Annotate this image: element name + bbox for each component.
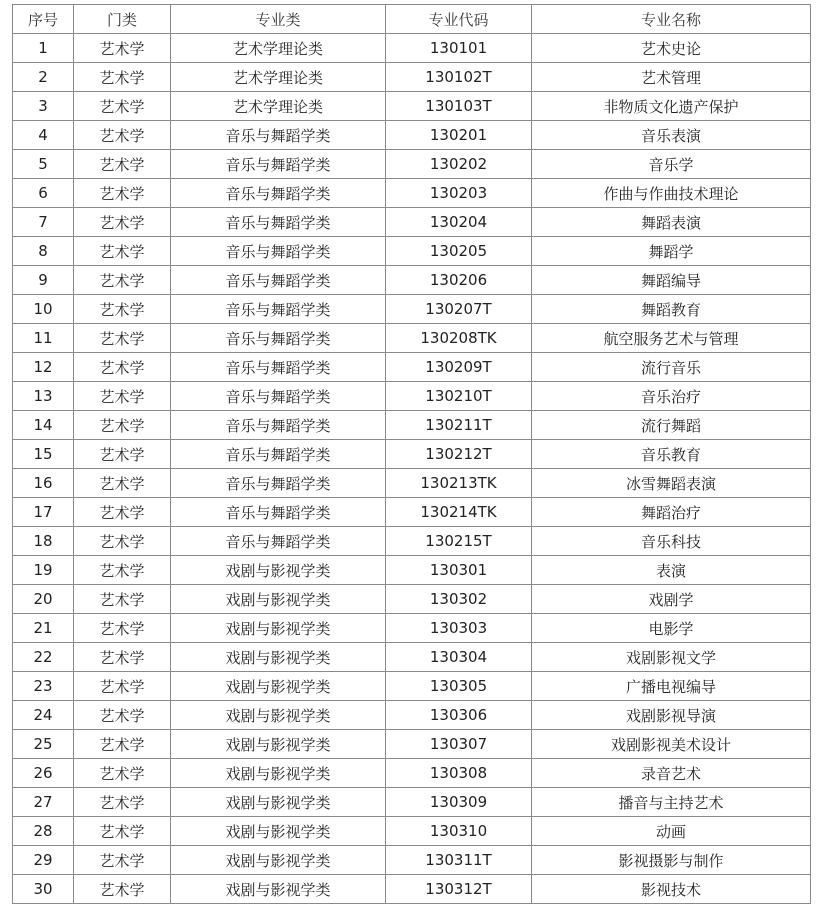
cell-major-code: 130311T [386,846,532,875]
cell-index: 27 [13,788,74,817]
table-container [12,4,811,904]
table-row [13,266,811,295]
cell-discipline: 艺术学 [74,295,171,324]
cell-discipline: 艺术学 [74,440,171,469]
cell-index: 21 [13,614,74,643]
cell-discipline: 艺术学 [74,875,171,904]
cell-major-class: 音乐与舞蹈学类 [171,469,386,498]
table-row [13,63,811,92]
cell-major-code: 130103T [386,92,532,121]
cell-major-name: 艺术管理 [532,63,811,92]
table-row [13,440,811,469]
cell-discipline: 艺术学 [74,527,171,556]
cell-index: 12 [13,353,74,382]
cell-major-code: 130304 [386,643,532,672]
cell-discipline: 艺术学 [74,208,171,237]
cell-major-name: 舞蹈治疗 [532,498,811,527]
cell-discipline: 艺术学 [74,701,171,730]
cell-major-code: 130202 [386,150,532,179]
cell-major-name: 音乐学 [532,150,811,179]
cell-index: 6 [13,179,74,208]
cell-major-class: 音乐与舞蹈学类 [171,527,386,556]
cell-major-class: 音乐与舞蹈学类 [171,382,386,411]
cell-discipline: 艺术学 [74,556,171,585]
table-row [13,759,811,788]
table-row [13,92,811,121]
cell-major-class: 音乐与舞蹈学类 [171,266,386,295]
header-major-class: 专业类 [171,5,386,34]
cell-major-class: 戏剧与影视学类 [171,556,386,585]
cell-discipline: 艺术学 [74,382,171,411]
cell-major-class: 戏剧与影视学类 [171,672,386,701]
cell-major-class: 艺术学理论类 [171,34,386,63]
cell-discipline: 艺术学 [74,788,171,817]
header-major-name: 专业名称 [532,5,811,34]
cell-discipline: 艺术学 [74,672,171,701]
cell-major-name: 戏剧影视美术设计 [532,730,811,759]
cell-index: 22 [13,643,74,672]
cell-index: 23 [13,672,74,701]
cell-index: 25 [13,730,74,759]
cell-major-class: 音乐与舞蹈学类 [171,179,386,208]
cell-major-class: 音乐与舞蹈学类 [171,353,386,382]
cell-index: 7 [13,208,74,237]
table-row [13,382,811,411]
table-row [13,469,811,498]
cell-major-name: 影视摄影与制作 [532,846,811,875]
cell-major-code: 130211T [386,411,532,440]
table-row [13,527,811,556]
cell-major-code: 130210T [386,382,532,411]
cell-major-class: 戏剧与影视学类 [171,759,386,788]
cell-discipline: 艺术学 [74,411,171,440]
cell-major-code: 130214TK [386,498,532,527]
cell-discipline: 艺术学 [74,266,171,295]
cell-major-code: 130212T [386,440,532,469]
cell-discipline: 艺术学 [74,324,171,353]
cell-discipline: 艺术学 [74,643,171,672]
cell-major-name: 戏剧影视导演 [532,701,811,730]
table-row [13,208,811,237]
cell-major-name: 音乐表演 [532,121,811,150]
cell-discipline: 艺术学 [74,498,171,527]
table-row [13,614,811,643]
table-row [13,411,811,440]
cell-index: 17 [13,498,74,527]
majors-table [12,4,811,904]
cell-major-class: 艺术学理论类 [171,92,386,121]
cell-index: 13 [13,382,74,411]
cell-major-name: 音乐教育 [532,440,811,469]
cell-discipline: 艺术学 [74,759,171,788]
cell-discipline: 艺术学 [74,92,171,121]
cell-major-code: 130102T [386,63,532,92]
table-row [13,324,811,353]
table-row [13,556,811,585]
cell-index: 20 [13,585,74,614]
cell-major-name: 冰雪舞蹈表演 [532,469,811,498]
cell-major-class: 音乐与舞蹈学类 [171,150,386,179]
cell-discipline: 艺术学 [74,469,171,498]
cell-index: 16 [13,469,74,498]
cell-major-class: 戏剧与影视学类 [171,846,386,875]
cell-major-class: 戏剧与影视学类 [171,643,386,672]
cell-major-code: 130204 [386,208,532,237]
cell-major-class: 音乐与舞蹈学类 [171,411,386,440]
cell-major-class: 音乐与舞蹈学类 [171,208,386,237]
cell-major-code: 130302 [386,585,532,614]
cell-major-name: 舞蹈编导 [532,266,811,295]
table-row [13,34,811,63]
cell-major-name: 表演 [532,556,811,585]
cell-discipline: 艺术学 [74,585,171,614]
table-row [13,817,811,846]
cell-major-class: 戏剧与影视学类 [171,817,386,846]
table-row [13,295,811,324]
cell-discipline: 艺术学 [74,179,171,208]
cell-major-name: 舞蹈表演 [532,208,811,237]
table-body [13,34,811,904]
cell-major-name: 流行音乐 [532,353,811,382]
cell-index: 8 [13,237,74,266]
table-row [13,875,811,904]
cell-major-code: 130305 [386,672,532,701]
cell-major-name: 艺术史论 [532,34,811,63]
cell-major-code: 130310 [386,817,532,846]
cell-major-name: 录音艺术 [532,759,811,788]
cell-major-class: 艺术学理论类 [171,63,386,92]
cell-discipline: 艺术学 [74,614,171,643]
cell-major-class: 音乐与舞蹈学类 [171,237,386,266]
cell-major-code: 130206 [386,266,532,295]
table-row [13,788,811,817]
table-row [13,701,811,730]
cell-index: 24 [13,701,74,730]
cell-index: 5 [13,150,74,179]
cell-major-code: 130308 [386,759,532,788]
cell-major-code: 130101 [386,34,532,63]
cell-major-code: 130312T [386,875,532,904]
cell-major-code: 130203 [386,179,532,208]
cell-major-class: 戏剧与影视学类 [171,614,386,643]
cell-major-code: 130205 [386,237,532,266]
cell-index: 9 [13,266,74,295]
header-discipline: 门类 [74,5,171,34]
cell-major-class: 音乐与舞蹈学类 [171,440,386,469]
cell-major-name: 舞蹈教育 [532,295,811,324]
cell-index: 10 [13,295,74,324]
cell-major-name: 播音与主持艺术 [532,788,811,817]
cell-index: 3 [13,92,74,121]
cell-major-code: 130307 [386,730,532,759]
cell-discipline: 艺术学 [74,34,171,63]
table-row [13,585,811,614]
cell-major-class: 音乐与舞蹈学类 [171,121,386,150]
cell-discipline: 艺术学 [74,121,171,150]
cell-major-name: 电影学 [532,614,811,643]
table-row [13,672,811,701]
cell-index: 11 [13,324,74,353]
cell-major-name: 戏剧影视文学 [532,643,811,672]
cell-discipline: 艺术学 [74,353,171,382]
table-row [13,121,811,150]
cell-discipline: 艺术学 [74,817,171,846]
cell-major-name: 航空服务艺术与管理 [532,324,811,353]
cell-major-class: 音乐与舞蹈学类 [171,295,386,324]
cell-index: 26 [13,759,74,788]
cell-major-class: 戏剧与影视学类 [171,788,386,817]
cell-major-name: 作曲与作曲技术理论 [532,179,811,208]
table-row [13,498,811,527]
cell-major-code: 130208TK [386,324,532,353]
header-major-code: 专业代码 [386,5,532,34]
cell-major-name: 流行舞蹈 [532,411,811,440]
cell-discipline: 艺术学 [74,63,171,92]
header-index: 序号 [13,5,74,34]
cell-discipline: 艺术学 [74,237,171,266]
cell-major-name: 音乐科技 [532,527,811,556]
cell-index: 4 [13,121,74,150]
cell-index: 18 [13,527,74,556]
cell-major-code: 130201 [386,121,532,150]
table-row [13,237,811,266]
cell-index: 19 [13,556,74,585]
cell-major-name: 非物质文化遗产保护 [532,92,811,121]
table-row [13,150,811,179]
cell-index: 1 [13,34,74,63]
cell-major-code: 130207T [386,295,532,324]
cell-discipline: 艺术学 [74,846,171,875]
cell-major-code: 130306 [386,701,532,730]
cell-index: 30 [13,875,74,904]
cell-major-name: 动画 [532,817,811,846]
cell-major-name: 影视技术 [532,875,811,904]
table-row [13,179,811,208]
table-header [13,5,811,34]
cell-discipline: 艺术学 [74,150,171,179]
cell-index: 28 [13,817,74,846]
cell-major-class: 戏剧与影视学类 [171,701,386,730]
cell-major-code: 130215T [386,527,532,556]
cell-major-name: 舞蹈学 [532,237,811,266]
cell-discipline: 艺术学 [74,730,171,759]
cell-index: 15 [13,440,74,469]
cell-major-code: 130301 [386,556,532,585]
cell-major-name: 广播电视编导 [532,672,811,701]
cell-major-code: 130309 [386,788,532,817]
cell-index: 14 [13,411,74,440]
cell-major-name: 戏剧学 [532,585,811,614]
cell-major-class: 戏剧与影视学类 [171,875,386,904]
cell-major-class: 音乐与舞蹈学类 [171,324,386,353]
cell-major-class: 戏剧与影视学类 [171,585,386,614]
table-row [13,846,811,875]
cell-major-class: 音乐与舞蹈学类 [171,498,386,527]
table-row [13,643,811,672]
cell-index: 29 [13,846,74,875]
table-row [13,730,811,759]
cell-major-name: 音乐治疗 [532,382,811,411]
cell-index: 2 [13,63,74,92]
cell-major-class: 戏剧与影视学类 [171,730,386,759]
cell-major-code: 130209T [386,353,532,382]
table-row [13,353,811,382]
cell-major-code: 130213TK [386,469,532,498]
header-row [13,5,811,34]
cell-major-code: 130303 [386,614,532,643]
